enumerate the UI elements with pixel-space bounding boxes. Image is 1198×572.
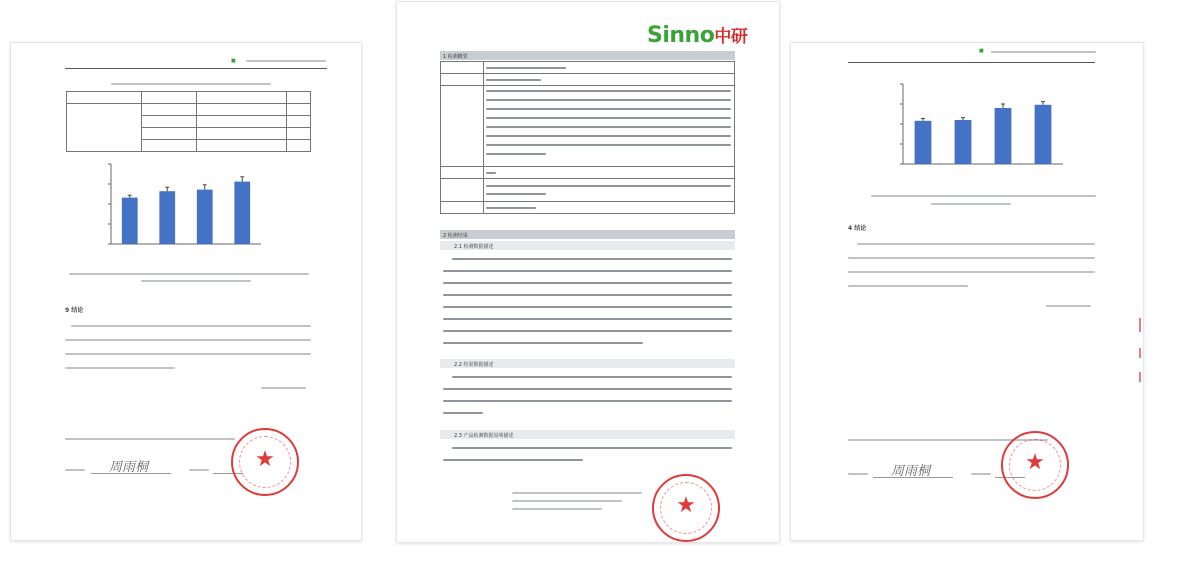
bar	[995, 108, 1012, 164]
company-logo-icon: ■	[231, 58, 236, 64]
text-line	[848, 257, 1095, 259]
text-line	[443, 294, 732, 296]
table-row	[441, 86, 735, 167]
header-rule	[848, 62, 1095, 63]
approver-label	[189, 469, 209, 471]
figure-caption-line	[871, 195, 1096, 197]
figure-caption-line	[69, 273, 309, 275]
summary-table	[440, 61, 735, 214]
text-line	[1046, 305, 1091, 307]
document-page-middle	[397, 2, 779, 542]
figure-caption-line	[931, 203, 1011, 205]
subsection-bar	[440, 430, 735, 439]
bar-chart-left	[89, 158, 269, 258]
bar	[197, 190, 213, 244]
handwritten-signature: 周雨桐	[891, 464, 931, 479]
footer-line	[512, 500, 622, 502]
bar	[915, 121, 932, 164]
results-table	[66, 91, 311, 152]
text-line	[443, 459, 583, 461]
section-heading: 9 结论	[65, 307, 84, 314]
edge-mark	[1139, 372, 1141, 382]
table-row	[441, 202, 735, 214]
text-line	[443, 306, 732, 308]
seal-star-icon: ★	[1025, 450, 1045, 476]
table-row	[67, 92, 311, 104]
text-line	[65, 353, 311, 355]
handwritten-signature: 周雨桐	[109, 460, 149, 475]
header-text-line	[991, 51, 1096, 53]
report-header-text	[231, 58, 236, 64]
text-line	[848, 271, 1095, 273]
bar	[1035, 105, 1052, 164]
edge-mark	[1139, 348, 1141, 358]
bar	[955, 120, 972, 164]
edge-mark	[1139, 318, 1141, 332]
text-line	[65, 367, 175, 369]
table-row	[441, 167, 735, 179]
text-line	[848, 285, 968, 287]
official-seal	[231, 428, 299, 496]
section-bar	[440, 51, 735, 60]
bar	[122, 198, 138, 244]
text-line	[443, 388, 732, 390]
section-heading: 4 结论	[848, 225, 867, 232]
section-title: 2 检测结果	[443, 233, 468, 239]
approver-label	[971, 473, 991, 475]
text-line	[443, 412, 483, 414]
text-line	[443, 330, 732, 332]
section-bar	[440, 230, 735, 239]
subsection-title: 2.1 检测数据描述	[454, 244, 494, 250]
table-row	[441, 62, 735, 74]
document-page-right	[791, 43, 1143, 540]
bar	[159, 191, 175, 244]
text-line	[443, 342, 643, 344]
text-line	[443, 282, 732, 284]
seal-star-icon: ★	[676, 493, 696, 519]
header-rule	[65, 68, 327, 69]
text-line	[65, 339, 311, 341]
company-logo-icon: ■	[979, 48, 984, 54]
text-line	[71, 325, 311, 327]
signature-label	[65, 469, 85, 471]
table-row	[441, 179, 735, 202]
text-line	[65, 438, 235, 440]
text-line	[443, 270, 732, 272]
text-line	[452, 376, 732, 378]
official-seal	[1001, 431, 1069, 499]
header-text-line	[246, 60, 326, 62]
report-header-text	[979, 48, 984, 54]
table-row	[67, 104, 311, 116]
subsection-title: 2.2 结果数据描述	[454, 362, 494, 368]
document-page-left	[11, 43, 361, 540]
bar	[234, 182, 250, 244]
text-line	[443, 400, 732, 402]
figure-caption-line	[141, 280, 251, 282]
table-row	[441, 74, 735, 86]
text-line	[261, 387, 306, 389]
sinno-logo: Sinno中研	[647, 23, 748, 48]
official-seal	[652, 474, 720, 542]
footer-line	[512, 508, 602, 510]
text-line	[452, 447, 732, 449]
subsection-title: 2.3 产品检测数据说明描述	[454, 433, 514, 439]
signature-label	[848, 473, 868, 475]
subsection-bar	[440, 241, 735, 250]
text-line	[452, 258, 732, 260]
footer-line	[512, 492, 642, 494]
subsection-bar	[440, 359, 735, 368]
table-caption	[111, 83, 271, 85]
text-line	[443, 318, 732, 320]
text-line	[857, 243, 1095, 245]
section-title: 1 检测概要	[443, 54, 468, 60]
bar-chart-right	[881, 78, 1071, 178]
seal-star-icon: ★	[255, 447, 275, 473]
